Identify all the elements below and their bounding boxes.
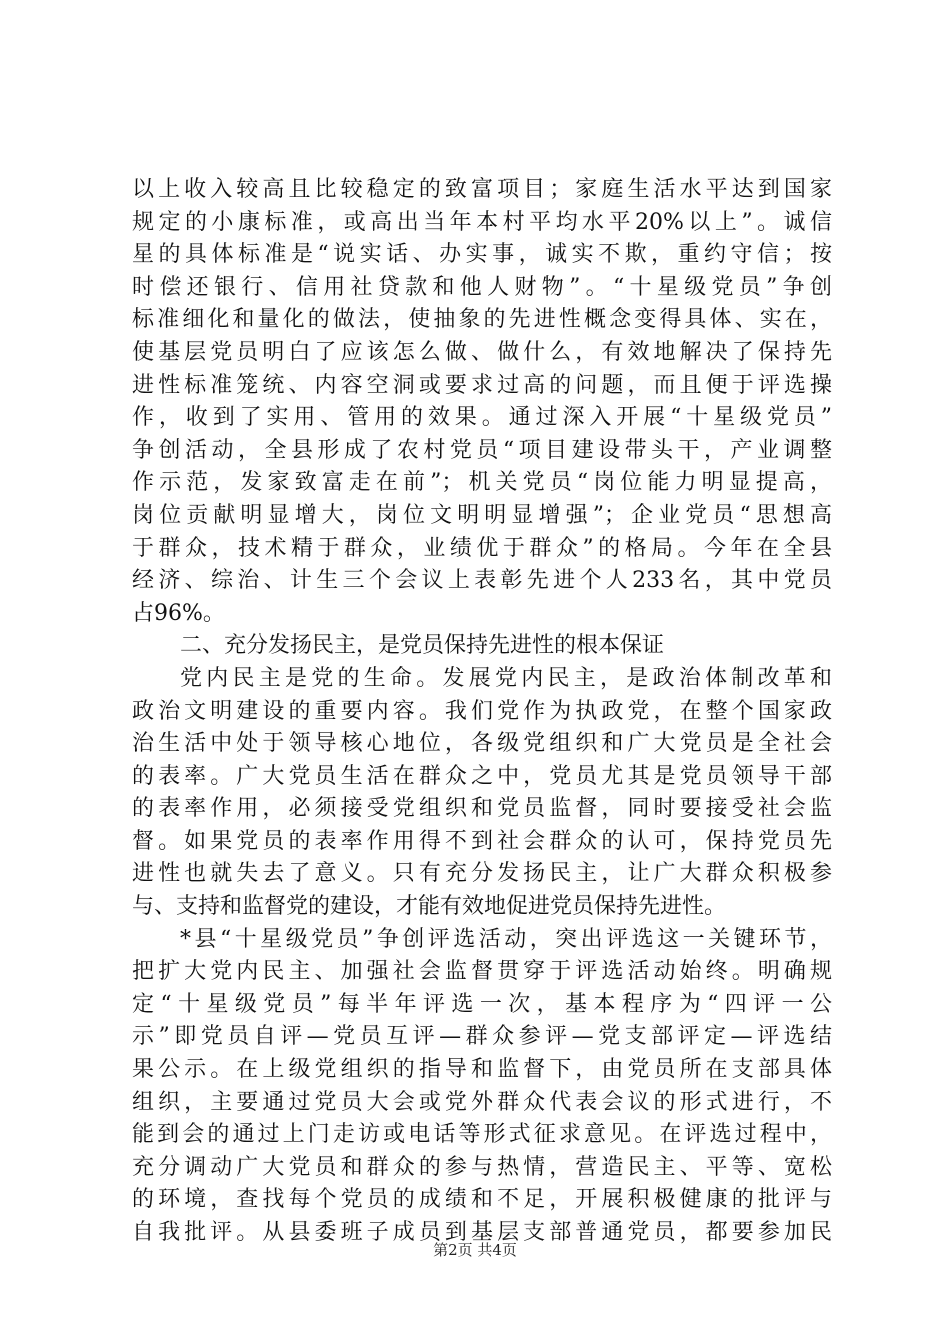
text-line: 的表率。广大党员生活在群众之中，党员尤其是党员领导干部 xyxy=(132,763,832,789)
text-line: 果公示。在上级党组织的指导和监督下，由党员所在支部具体 xyxy=(132,1057,832,1083)
text-line: 督。如果党员的表率作用得不到社会群众的认可，保持党员先 xyxy=(132,828,832,854)
text-line: 把扩大党内民主、加强社会监督贯穿于评选活动始终。明确规 xyxy=(132,959,832,985)
text-line: *县“十星级党员”争创评选活动，突出评选这一关键环节， xyxy=(180,926,832,952)
text-line: 以上收入较高且比较稳定的致富项目；家庭生活水平达到国家 xyxy=(132,177,832,202)
text-line: 充分调动广大党员和群众的参与热情，营造民主、平等、宽松 xyxy=(132,1154,832,1180)
text-line: 占96%。 xyxy=(132,600,225,626)
text-line: 二、充分发扬民主，是党员保持先进性的根本保证 xyxy=(180,633,665,659)
document-body xyxy=(132,174,832,1250)
text-line: 的表率作用，必须接受党组织和党员监督，同时要接受社会监 xyxy=(132,796,832,822)
text-line: 使基层党员明白了应该怎么做、做什么，有效地解决了保持先 xyxy=(132,339,832,365)
text-line: 能到会的通过上门走访或电话等形式征求意见。在评选过程中， xyxy=(132,1122,832,1148)
text-line: 作，收到了实用、管用的效果。通过深入开展“十星级党员” xyxy=(132,405,832,431)
page-footer: 第2页 共4页 xyxy=(433,1241,517,1259)
text-line: 自我批评。从县委班子成员到基层支部普通党员，都要参加民 xyxy=(132,1220,832,1245)
text-line: 星的具体标准是“说实话、办实事，诚实不欺，重约守信；按 xyxy=(132,242,832,268)
text-line: 进性标准笼统、内容空洞或要求过高的问题，而且便于评选操 xyxy=(132,372,832,398)
text-line: 时偿还银行、信用社贷款和他人财物”。“十星级党员”争创 xyxy=(132,274,832,300)
text-line: 作示范，发家致富走在前”；机关党员“岗位能力明显提高， xyxy=(132,470,832,496)
text-line: 党内民主是党的生命。发展党内民主，是政治体制改革和 xyxy=(180,665,832,691)
text-line: 政治文明建设的重要内容。我们党作为执政党，在整个国家政 xyxy=(132,698,832,724)
text-line: 组织，主要通过党员大会或党外群众代表会议的形式进行，不 xyxy=(132,1089,832,1115)
text-line: 治生活中处于领导核心地位，各级党组织和广大党员是全社会 xyxy=(132,731,832,757)
text-line: 与、支持和监督党的建设，才能有效地促进党员保持先进性。 xyxy=(132,894,727,920)
text-line: 示”即党员自评—党员互评—群众参评—党支部评定—评选结 xyxy=(132,1024,832,1050)
text-line: 争创活动，全县形成了农村党员“项目建设带头干，产业调整 xyxy=(132,437,832,463)
text-line: 的环境，查找每个党员的成绩和不足，开展积极健康的批评与 xyxy=(132,1187,832,1213)
text-line: 于群众，技术精于群众，业绩优于群众”的格局。今年在全县 xyxy=(132,535,832,561)
text-line: 规定的小康标准，或高出当年本村平均水平20%以上”。诚信 xyxy=(132,209,832,235)
text-line: 标准细化和量化的做法，使抽象的先进性概念变得具体、实在， xyxy=(132,307,832,333)
text-line: 经济、综治、计生三个会议上表彰先进个人233名，其中党员 xyxy=(132,568,832,594)
text-line: 岗位贡献明显增大，岗位文明明显增强”；企业党员“思想高 xyxy=(132,502,832,528)
text-line: 进性也就失去了意义。只有充分发扬民主，让广大群众积极参 xyxy=(132,861,832,887)
text-line: 定“十星级党员”每半年评选一次，基本程序为“四评一公 xyxy=(132,991,832,1017)
